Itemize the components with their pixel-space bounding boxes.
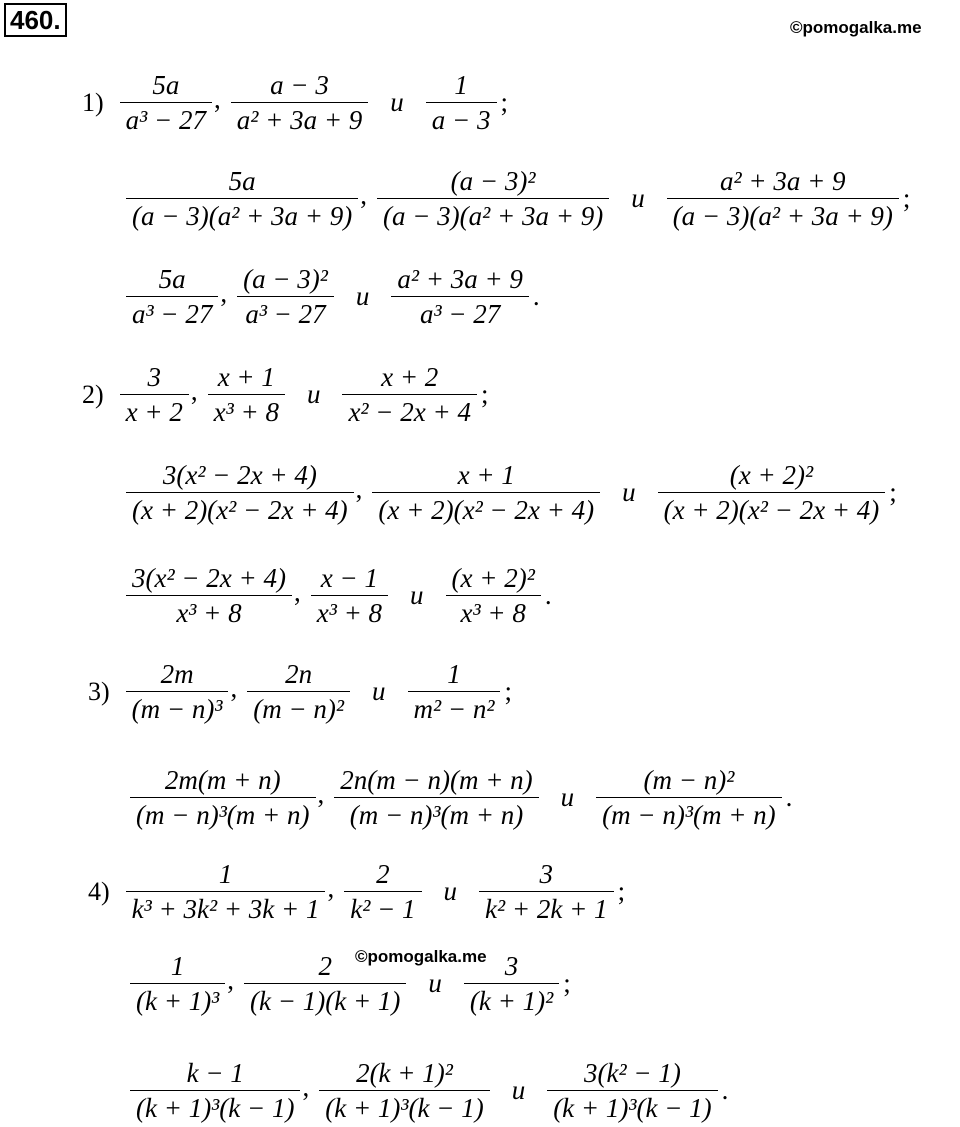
- item-label: 4): [88, 876, 110, 906]
- denominator: k² − 1: [350, 894, 416, 924]
- comma: ,: [214, 84, 221, 114]
- denominator: a³ − 27: [132, 299, 213, 329]
- numerator: x − 1: [320, 563, 378, 593]
- fraction: [334, 763, 538, 832]
- denominator: (a − 3)(a² + 3a + 9): [382, 201, 604, 231]
- fraction: [126, 657, 229, 726]
- conjunction: и: [390, 87, 404, 117]
- numerator: 3: [539, 859, 554, 889]
- conjunction: и: [631, 183, 645, 213]
- denominator: a − 3: [431, 105, 491, 135]
- comma: ,: [302, 1072, 310, 1102]
- fraction: [547, 1056, 717, 1125]
- problem-number: 460.: [4, 3, 67, 37]
- denominator: a³ − 27: [125, 105, 206, 135]
- denominator: (k + 1)²: [469, 986, 554, 1016]
- numerator: 3: [504, 951, 519, 981]
- fraction: [596, 763, 782, 832]
- numerator: x + 2: [381, 362, 439, 392]
- denominator: (x + 2)(x² − 2x + 4): [663, 495, 880, 525]
- denominator: (m − n)²: [253, 694, 345, 724]
- equation-row: [130, 763, 792, 832]
- numerator: 2(k + 1)²: [356, 1058, 453, 1088]
- numerator: k − 1: [186, 1058, 244, 1088]
- fraction: [247, 657, 350, 726]
- numerator: 5a: [152, 70, 180, 100]
- denominator: x³ + 8: [460, 598, 526, 628]
- comma: ,: [360, 180, 367, 210]
- comma: ,: [317, 779, 325, 809]
- row-end-punctuation: ;: [902, 183, 911, 213]
- fraction: [120, 360, 189, 429]
- conjunction: и: [428, 968, 442, 998]
- numerator: (a − 3)²: [243, 264, 328, 294]
- watermark-middle: ©pomogalka.me: [355, 947, 487, 966]
- fraction: [408, 657, 501, 726]
- numerator: 3(x² − 2x + 4): [132, 563, 286, 593]
- denominator: (k + 1)³: [136, 986, 220, 1016]
- numerator: 3: [147, 362, 162, 392]
- comma: ,: [230, 673, 238, 703]
- numerator: (x + 2)²: [451, 563, 535, 593]
- denominator: a³ − 27: [419, 299, 501, 329]
- equation-row: [126, 164, 910, 233]
- denominator: (k + 1)³(k − 1): [325, 1093, 484, 1123]
- denominator: (k + 1)³(k − 1): [553, 1093, 712, 1123]
- row-end-punctuation: ;: [504, 676, 512, 706]
- denominator: x + 2: [125, 397, 183, 427]
- numerator: 3(x² − 2x + 4): [162, 460, 317, 490]
- fraction: [446, 561, 541, 630]
- numerator: 3(k² − 1): [584, 1058, 681, 1088]
- conjunction: и: [511, 1075, 526, 1105]
- denominator: (x + 2)(x² − 2x + 4): [378, 495, 595, 525]
- fraction: [426, 68, 497, 137]
- fraction: [126, 458, 354, 527]
- fraction: [126, 164, 358, 233]
- denominator: (m − n)³(m + n): [602, 800, 776, 830]
- conjunction: и: [560, 782, 575, 812]
- numerator: x + 1: [217, 362, 275, 392]
- comma: ,: [327, 873, 335, 903]
- denominator: (m − n)³(m + n): [349, 800, 524, 830]
- numerator: 5a: [158, 264, 186, 294]
- denominator: (m − n)³(m + n): [136, 800, 310, 830]
- denominator: (x + 2)(x² − 2x + 4): [132, 495, 348, 525]
- conjunction: и: [410, 580, 424, 610]
- row-end-punctuation: .: [785, 782, 793, 812]
- equation-row: [82, 360, 488, 429]
- numerator: 2n(m − n)(m + n): [340, 765, 533, 795]
- conjunction: и: [443, 876, 458, 906]
- conjunction: и: [355, 281, 370, 311]
- fraction: [391, 262, 529, 331]
- denominator: m² − n²: [413, 694, 495, 724]
- numerator: 5a: [228, 166, 256, 196]
- equation-row: [130, 1056, 728, 1125]
- row-end-punctuation: ;: [617, 876, 626, 906]
- item-label: 3): [88, 676, 110, 706]
- conjunction: и: [622, 477, 636, 507]
- fraction: [372, 458, 600, 527]
- conjunction: и: [372, 676, 386, 706]
- denominator: k² + 2k + 1: [485, 894, 608, 924]
- fraction: [667, 164, 899, 233]
- denominator: (m − n)³: [131, 694, 223, 724]
- conjunction: и: [306, 379, 321, 409]
- denominator: (k + 1)³(k − 1): [136, 1093, 295, 1123]
- equation-row: [82, 68, 508, 137]
- fraction: [311, 561, 388, 630]
- denominator: (a − 3)(a² + 3a + 9): [672, 201, 893, 231]
- numerator: 1: [447, 659, 461, 689]
- denominator: x³ + 8: [213, 397, 279, 427]
- numerator: a² + 3a + 9: [720, 166, 846, 196]
- denominator: x² − 2x + 4: [348, 397, 471, 427]
- numerator: 2n: [285, 659, 313, 689]
- equation-row: [126, 262, 540, 331]
- fraction: [126, 857, 326, 926]
- item-label: 1): [82, 87, 104, 117]
- fraction: [126, 561, 292, 630]
- fraction: [479, 857, 614, 926]
- numerator: 2: [318, 951, 332, 981]
- equation-row: [88, 657, 512, 726]
- fraction: [464, 949, 559, 1018]
- comma: ,: [293, 577, 301, 607]
- row-end-punctuation: ;: [889, 477, 897, 507]
- equation-row: [126, 458, 897, 527]
- equation-row: [88, 857, 625, 926]
- fraction: [377, 164, 609, 233]
- fraction: [130, 1056, 300, 1125]
- comma: ,: [355, 474, 363, 504]
- fraction: [231, 68, 369, 137]
- row-end-punctuation: .: [544, 580, 552, 610]
- item-label: 2): [82, 379, 104, 409]
- equation-row: [130, 949, 571, 1018]
- fraction: [319, 1056, 489, 1125]
- comma: ,: [190, 376, 198, 406]
- denominator: x³ + 8: [176, 598, 242, 628]
- row-end-punctuation: .: [532, 281, 540, 311]
- numerator: 1: [218, 859, 233, 889]
- fraction: [658, 458, 886, 527]
- fraction: [342, 360, 477, 429]
- numerator: 2m(m + n): [164, 765, 281, 795]
- fraction: [130, 949, 225, 1018]
- numerator: a − 3: [270, 70, 329, 100]
- watermark-top: ©pomogalka.me: [790, 18, 922, 37]
- numerator: x + 1: [457, 460, 515, 490]
- numerator: (m − n)²: [643, 765, 735, 795]
- fraction: [208, 360, 285, 429]
- row-end-punctuation: ;: [480, 379, 489, 409]
- numerator: (a − 3)²: [450, 166, 536, 196]
- numerator: a² + 3a + 9: [397, 264, 523, 294]
- row-end-punctuation: ;: [563, 968, 571, 998]
- numerator: (x + 2)²: [729, 460, 814, 490]
- comma: ,: [227, 965, 235, 995]
- fraction: [237, 262, 334, 331]
- row-end-punctuation: ;: [500, 87, 509, 117]
- equation-row: [126, 561, 552, 630]
- numerator: 2m: [160, 659, 194, 689]
- fraction: [126, 262, 218, 331]
- numerator: 2: [376, 859, 390, 889]
- row-end-punctuation: .: [721, 1075, 729, 1105]
- fraction: [120, 68, 212, 137]
- comma: ,: [220, 278, 228, 308]
- denominator: (k − 1)(k + 1): [250, 986, 401, 1016]
- numerator: 1: [170, 951, 185, 981]
- fraction: [244, 949, 406, 1018]
- denominator: a³ − 27: [245, 299, 326, 329]
- denominator: (a − 3)(a² + 3a + 9): [132, 201, 353, 231]
- denominator: x³ + 8: [316, 598, 383, 628]
- numerator: 1: [454, 70, 468, 100]
- denominator: a² + 3a + 9: [236, 105, 363, 135]
- denominator: k³ + 3k² + 3k + 1: [131, 894, 320, 924]
- fraction: [344, 857, 421, 926]
- fraction: [130, 763, 316, 832]
